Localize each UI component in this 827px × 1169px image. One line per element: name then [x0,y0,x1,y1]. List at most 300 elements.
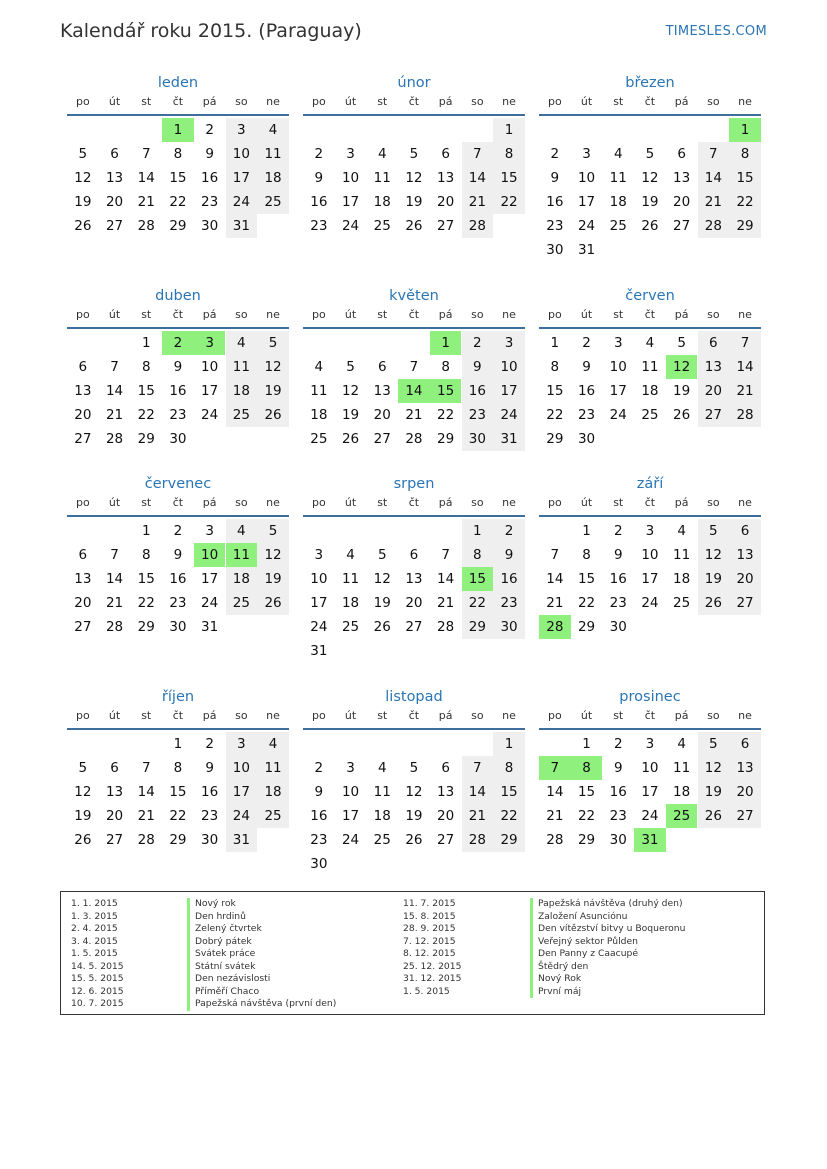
day-cell: 16 [201,784,219,800]
weekday-label: čt [408,308,420,321]
legend-date: 31. 12. 2015 [403,973,462,984]
day-cell: 28 [437,619,455,635]
day-cell: 22 [437,407,455,423]
header-rule [67,515,289,517]
weekday-header [67,495,289,515]
day-cell: 8 [550,359,560,375]
weekday-label: po [311,709,326,722]
day-cell: 8 [173,760,183,776]
day-cell: 25 [373,832,391,848]
day-cell: 12 [74,170,92,186]
weekday-label: út [344,709,357,722]
day-cell: 11 [373,784,391,800]
day-cell: 18 [257,166,289,190]
day-cell: 29 [169,218,187,234]
holiday-day-cell: 8 [571,756,603,780]
day-cell: 11 [673,547,691,563]
day-cell: 2 [462,331,494,355]
holiday-day-cell: 28 [539,615,571,639]
day-cell: 4 [677,736,686,752]
day-cell: 16 [462,379,494,403]
day-cell: 8 [173,146,183,162]
weekday-label: út [580,308,593,321]
day-cell: 24 [341,218,360,234]
legend-date: 7. 12. 2015 [403,935,456,947]
header-rule [539,114,761,116]
day-cell: 19 [698,567,730,591]
weekday-label: st [141,496,152,509]
day-cell: 29 [577,619,596,635]
holiday-day-cell: 1 [430,331,462,355]
weekday-label: čt [644,95,656,108]
day-cell: 22 [493,190,525,214]
header-rule [539,327,761,329]
day-cell: 6 [78,359,88,375]
day-cell: 12 [405,784,423,800]
day-cell: 17 [577,194,596,210]
day-cell: 13 [74,571,92,587]
day-cell: 28 [546,832,564,848]
month-name: srpen [393,476,435,492]
legend-date: 14. 5. 2015 [71,960,124,972]
day-cell: 29 [137,619,155,635]
day-cell: 20 [105,808,124,824]
day-cell: 12 [257,355,289,379]
month-6 [67,473,289,635]
weekday-label: ne [738,308,752,321]
day-cell: 11 [226,355,258,379]
day-cell: 17 [641,571,659,587]
day-cell: 12 [698,756,730,780]
weekday-label: út [344,95,357,108]
day-cell: 24 [341,832,360,848]
day-cell: 26 [341,431,360,447]
day-cell: 9 [173,547,183,563]
legend-date: 11. 7. 2015 [403,898,456,909]
header-rule [303,114,525,116]
day-cell: 27 [74,619,92,635]
legend-holiday-name: První máj [530,986,685,999]
legend-holiday-name: Založení Asunciónu [530,911,685,924]
day-cell: 26 [698,804,730,828]
day-cell: 21 [546,595,564,611]
day-cell: 11 [257,142,289,166]
weekday-label: čt [172,709,184,722]
day-cell: 13 [105,170,124,186]
day-cell: 6 [729,732,761,756]
day-cell: 4 [257,732,289,756]
weekday-label: ne [266,95,280,108]
day-cell: 4 [645,335,655,351]
weekday-label: st [377,95,388,108]
legend-holiday-name: Papežská návštěva (druhý den) [530,898,685,911]
day-cell: 23 [609,595,627,611]
day-cell: 18 [673,784,691,800]
day-cell: 8 [141,547,151,563]
day-cell: 20 [673,194,691,210]
day-cell: 17 [641,784,659,800]
day-cell: 14 [105,383,124,399]
legend-names-column-1 [187,898,336,1011]
weekday-label: pá [674,95,689,108]
day-cell: 22 [462,591,494,615]
day-cell: 15 [137,383,155,399]
day-cell: 10 [201,359,219,375]
day-cell: 6 [441,760,450,776]
month-name: prosinec [619,689,681,705]
legend-date: 12. 6. 2015 [71,985,124,997]
day-cell: 22 [546,407,564,423]
day-cell: 20 [74,595,92,611]
day-cell: 8 [441,359,450,375]
day-cell: 7 [141,146,151,162]
day-cell: 16 [201,170,219,186]
day-cell: 12 [257,543,289,567]
day-cell: 3 [645,736,655,752]
holiday-day-cell: 31 [634,828,666,852]
day-cell: 3 [645,523,655,539]
day-cell: 24 [226,804,258,828]
day-cell: 7 [462,142,494,166]
month-4 [303,285,525,447]
day-cell: 1 [582,736,591,752]
day-cell: 28 [137,218,155,234]
day-cell: 20 [437,194,455,210]
day-cell: 18 [373,194,391,210]
weekday-label: so [707,496,720,509]
day-cell: 25 [609,218,627,234]
day-cell: 14 [437,571,455,587]
weekday-label: so [471,709,484,722]
day-cell: 30 [201,832,219,848]
weekday-label: so [471,95,484,108]
weekday-header [539,708,761,728]
month-0 [67,72,289,234]
holiday-legend [60,891,765,1015]
day-cell: 5 [78,146,88,162]
day-cell: 10 [341,170,360,186]
weekday-header [303,495,525,515]
day-cell: 15 [577,784,596,800]
weekday-label: út [108,709,121,722]
day-cell: 16 [310,194,328,210]
day-cell: 19 [257,567,289,591]
weekday-label: út [108,496,121,509]
day-cell: 10 [310,571,328,587]
weekday-label: st [141,308,152,321]
day-cell: 7 [550,547,560,563]
day-cell: 19 [74,808,92,824]
weekday-label: ne [502,709,516,722]
legend-names-column-2 [530,898,685,998]
weekday-label: st [613,709,624,722]
day-cell: 18 [310,407,328,423]
day-cell: 13 [673,170,691,186]
day-cell: 27 [729,804,761,828]
day-cell: 14 [729,355,761,379]
legend-holiday-name: Nový rok [187,898,336,911]
legend-date: 15. 5. 2015 [71,973,124,984]
day-cell: 17 [609,383,627,399]
weekday-header [67,94,289,114]
month-name: červenec [144,476,212,492]
weekday-label: po [311,95,326,108]
day-cell: 16 [169,571,187,587]
day-cell: 24 [226,190,258,214]
day-cell: 15 [169,170,187,186]
day-cell: 27 [105,218,124,234]
day-cell: 31 [201,619,219,635]
day-cell: 22 [729,190,761,214]
day-cell: 30 [310,856,328,872]
day-cell: 4 [613,146,623,162]
day-cell: 26 [74,218,92,234]
day-cell: 27 [437,218,455,234]
holiday-day-cell: 15 [462,567,494,591]
day-cell: 10 [641,760,659,776]
day-cell: 20 [373,407,391,423]
weekday-label: so [471,496,484,509]
day-cell: 3 [582,146,591,162]
weekday-header [303,94,525,114]
day-cell: 29 [493,828,525,852]
day-cell: 9 [314,784,324,800]
day-cell: 9 [462,355,494,379]
day-cell: 26 [405,218,423,234]
day-cell: 17 [201,571,219,587]
weekday-label: st [613,95,624,108]
legend-date: 15. 8. 2015 [403,910,456,922]
day-cell: 1 [493,732,525,756]
legend-date: 28. 9. 2015 [403,923,456,934]
day-cell: 18 [641,383,659,399]
day-cell: 1 [141,335,151,351]
holiday-day-cell: 2 [162,331,194,355]
day-cell: 3 [346,760,355,776]
holiday-day-cell: 10 [194,543,226,567]
day-cell: 10 [641,547,659,563]
weekday-label: po [75,308,90,321]
legend-date: 1. 3. 2015 [71,910,118,922]
day-cell: 4 [377,760,387,776]
day-cell: 4 [226,331,258,355]
weekday-label: ne [266,709,280,722]
weekday-label: út [580,496,593,509]
day-cell: 2 [613,523,623,539]
day-cell: 23 [201,808,219,824]
day-cell: 13 [437,170,455,186]
site-link[interactable]: TIMESLES.COM [665,24,767,39]
day-cell: 14 [462,166,494,190]
day-cell: 8 [582,547,591,563]
day-cell: 29 [577,832,596,848]
day-cell: 14 [105,571,124,587]
legend-holiday-name: Veřejný sektor Půlden [530,936,685,949]
weekday-label: pá [438,308,453,321]
day-cell: 19 [641,194,659,210]
day-cell: 16 [310,808,328,824]
day-cell: 7 [110,359,119,375]
day-cell: 12 [341,383,360,399]
day-cell: 6 [78,547,88,563]
day-cell: 16 [546,194,564,210]
weekday-label: st [377,496,388,509]
day-cell: 21 [462,190,494,214]
legend-date: 3. 4. 2015 [71,935,118,947]
weekday-label: ne [738,496,752,509]
day-cell: 10 [577,170,596,186]
month-1 [303,72,525,234]
day-cell: 27 [373,431,391,447]
legend-holiday-name: Státní svátek [187,961,336,974]
weekday-label: so [235,709,248,722]
day-cell: 18 [609,194,627,210]
legend-holiday-name: Dobrý pátek [187,936,336,949]
weekday-label: so [235,308,248,321]
day-cell: 15 [546,383,564,399]
holiday-day-cell: 14 [398,379,430,403]
day-cell: 13 [729,756,761,780]
day-cell: 12 [641,170,659,186]
day-cell: 19 [405,808,423,824]
weekday-label: čt [644,496,656,509]
weekday-label: so [707,709,720,722]
day-cell: 21 [546,808,564,824]
day-cell: 17 [310,595,328,611]
weekday-label: pá [202,496,217,509]
weekday-header [539,307,761,327]
day-cell: 28 [105,619,124,635]
day-cell: 26 [405,832,423,848]
weekday-label: čt [408,496,420,509]
day-cell: 3 [493,331,525,355]
weekday-label: po [75,709,90,722]
day-cell: 5 [677,335,686,351]
day-cell: 20 [698,379,730,403]
day-cell: 19 [341,407,360,423]
legend-date: 8. 12. 2015 [403,948,456,959]
weekday-label: po [311,496,326,509]
day-cell: 4 [226,519,258,543]
day-cell: 31 [577,242,596,258]
weekday-label: ne [266,496,280,509]
day-cell: 9 [582,359,591,375]
day-cell: 22 [577,595,596,611]
day-cell: 2 [314,146,324,162]
day-cell: 14 [698,166,730,190]
day-cell: 18 [673,571,691,587]
day-cell: 4 [677,523,686,539]
day-cell: 31 [226,828,258,852]
weekday-header [303,307,525,327]
day-cell: 28 [137,832,155,848]
day-cell: 16 [609,571,627,587]
day-cell: 13 [729,543,761,567]
day-cell: 9 [173,359,183,375]
day-cell: 11 [310,383,328,399]
day-cell: 16 [577,383,596,399]
month-name: listopad [385,689,443,705]
legend-date: 25. 12. 2015 [403,960,462,972]
header-rule [303,728,525,730]
day-cell: 16 [169,383,187,399]
weekday-header [67,307,289,327]
weekday-label: ne [502,95,516,108]
day-cell: 10 [493,355,525,379]
day-cell: 4 [314,359,324,375]
day-cell: 16 [493,567,525,591]
day-cell: 29 [462,615,494,639]
weekday-label: ne [502,308,516,321]
weekday-label: po [547,709,562,722]
weekday-header [539,495,761,515]
day-cell: 5 [409,146,419,162]
day-cell: 11 [341,571,360,587]
day-cell: 5 [257,519,289,543]
day-cell: 9 [205,146,214,162]
weekday-label: čt [172,95,184,108]
day-cell: 14 [546,571,564,587]
weekday-label: so [707,95,720,108]
day-cell: 24 [641,808,659,824]
legend-date: 1. 5. 2015 [403,985,450,997]
day-cell: 3 [226,732,258,756]
day-cell: 28 [405,431,423,447]
day-cell: 31 [493,427,525,451]
weekday-label: út [580,709,593,722]
day-cell: 1 [173,736,183,752]
day-cell: 20 [105,194,124,210]
header-rule [303,327,525,329]
legend-holiday-name: Nový Rok [530,973,685,986]
header-rule [67,114,289,116]
day-cell: 5 [346,359,355,375]
holiday-day-cell: 1 [162,118,194,142]
day-cell: 21 [729,379,761,403]
holiday-day-cell: 11 [226,543,258,567]
day-cell: 2 [173,523,183,539]
legend-holiday-name: Den Panny z Caacupé [530,948,685,961]
day-cell: 12 [373,571,391,587]
month-name: únor [397,75,431,91]
day-cell: 29 [729,214,761,238]
day-cell: 8 [493,142,525,166]
day-cell: 30 [169,431,187,447]
weekday-label: st [613,308,624,321]
day-cell: 23 [310,218,328,234]
day-cell: 27 [729,591,761,615]
day-cell: 6 [409,547,419,563]
month-name: září [636,476,664,492]
day-cell: 26 [698,591,730,615]
weekday-label: st [613,496,624,509]
day-cell: 3 [613,335,623,351]
day-cell: 21 [462,804,494,828]
day-cell: 30 [201,218,219,234]
day-cell: 9 [613,760,623,776]
day-cell: 17 [341,808,360,824]
day-cell: 8 [729,142,761,166]
day-cell: 22 [169,194,187,210]
weekday-label: čt [408,709,420,722]
day-cell: 10 [226,756,258,780]
weekday-label: so [707,308,720,321]
day-cell: 10 [226,142,258,166]
day-cell: 2 [582,335,591,351]
day-cell: 8 [493,756,525,780]
day-cell: 16 [609,784,627,800]
weekday-label: po [547,95,562,108]
